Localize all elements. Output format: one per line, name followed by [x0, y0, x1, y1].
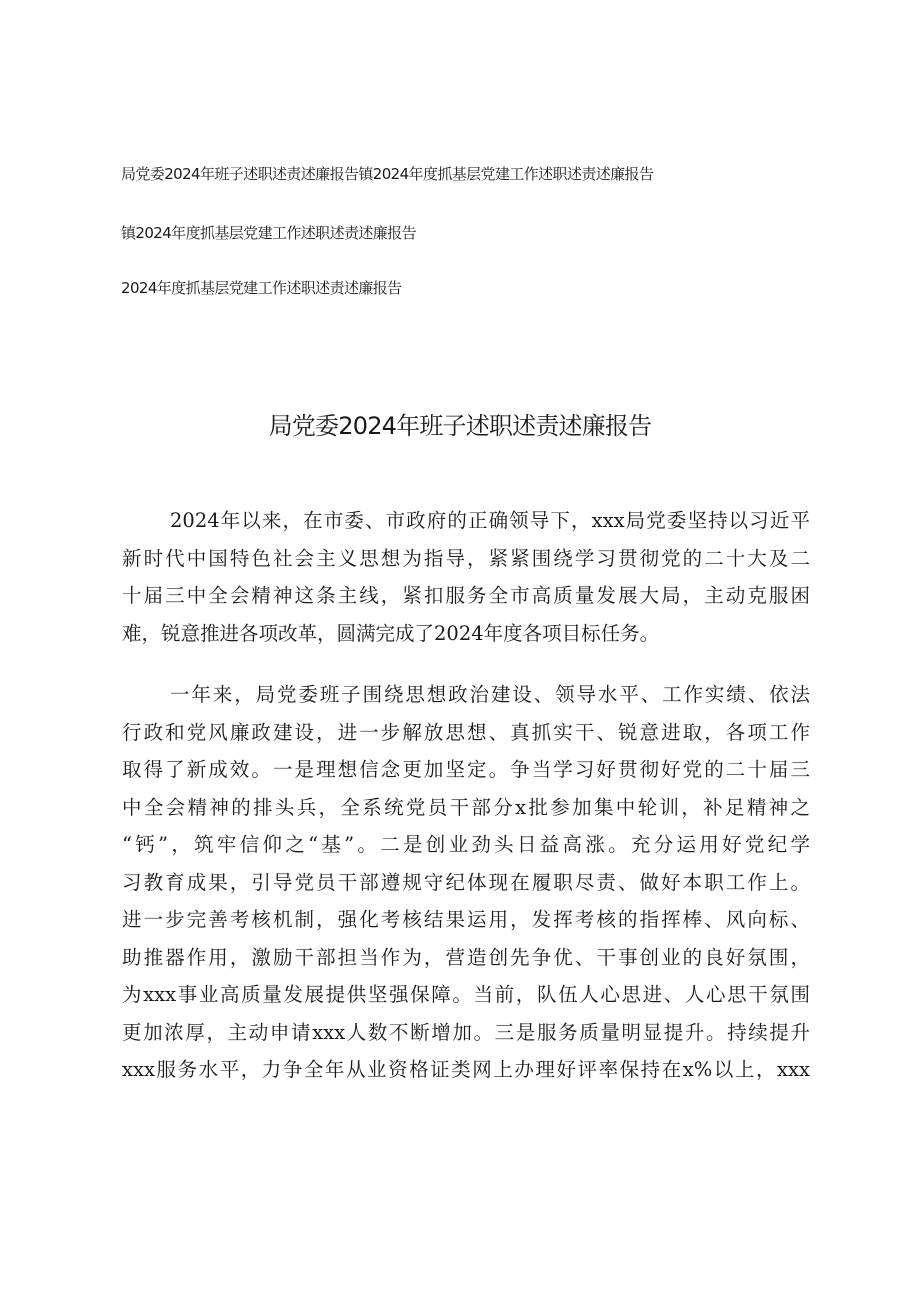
text-line: 一年来，局党委班子围绕思想政治建设、领导水平、工作实绩、依法 — [170, 683, 810, 706]
text-line: 行政和党风廉政建设，进一步解放思想、真抓实干、锐意进取，各项工作 — [122, 720, 810, 744]
text-line: 2024年以来，在市委、市政府的正确领导下，xxx局党委坚持以习近平 — [170, 509, 810, 532]
text-line: 习教育成果，引导党员干部遵规守纪体现在履职尽责、做好本职工作上。 — [122, 870, 810, 894]
toc-line: 镇2024年度抓基层党建工作述职述责述廉报告 — [121, 224, 416, 242]
toc-line: 局党委2024年班子述职述责述廉报告镇2024年度抓基层党建工作述职述责述廉报告 — [121, 165, 654, 183]
paragraph-2 — [122, 676, 810, 1089]
text-line: 进一步完善考核机制，强化考核结果运用，发挥考核的指挥棒、风向标、 — [122, 908, 810, 931]
text-line: 助推器作用，激励干部担当作为，营造创先争优、干事创业的良好氛围， — [122, 945, 810, 969]
text-line: 难，锐意推进各项改革，圆满完成了2024年度各项目标任务。 — [122, 621, 660, 645]
text-line: 中全会精神的排头兵，全系统党员干部分x批参加集中轮训，补足精神之 — [122, 795, 810, 819]
text-line: 新时代中国特色社会主义思想为指导，紧紧围绕学习贯彻党的二十大及二 — [122, 546, 810, 570]
text-line: 十届三中全会精神这条主线，紧扣服务全市高质量发展大局，主动克服困 — [122, 584, 810, 607]
text-line: 取得了新成效。一是理想信念更加坚定。争当学习好贯彻好党的二十届三 — [122, 758, 810, 781]
paragraph-1 — [122, 502, 810, 652]
text-line: xxx服务水平，力争全年从业资格证类网上办理好评率保持在x%以上，xxx — [122, 1058, 810, 1081]
text-line: 为xxx事业高质量发展提供坚强保障。当前，队伍人心思进、人心思干氛围 — [122, 983, 810, 1006]
text-line: 更加浓厚，主动申请xxx人数不断增加。三是服务质量明显提升。持续提升 — [122, 1020, 810, 1044]
toc-line: 2024年度抓基层党建工作述职述责述廉报告 — [121, 279, 402, 297]
text-line: “钙”，筑牢信仰之“基”。二是创业劲头日益高涨。充分运用好党纪学 — [122, 833, 810, 856]
document-title: 局党委2024年班子述职述责述廉报告 — [268, 412, 652, 440]
